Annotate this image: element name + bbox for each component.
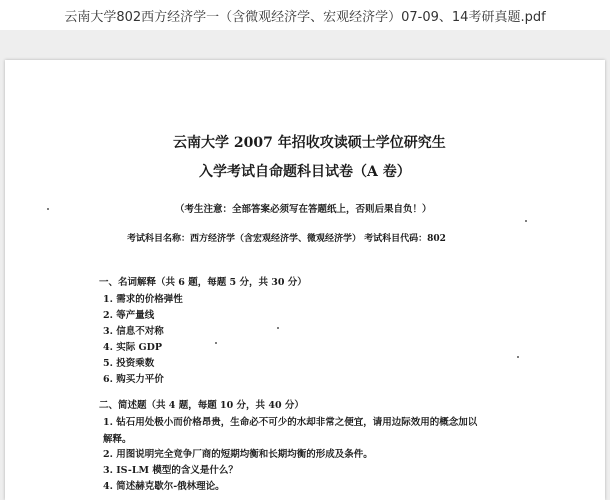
- list-item: 6. 购买力平价: [103, 374, 164, 385]
- list-item: 1. 钻石用处极小而价格昂贵，生命必不可少的水却非常之便宜，请用边际效用的概念加以: [103, 417, 478, 428]
- list-item: 3. 信息不对称: [103, 326, 164, 337]
- exam-header-line2: 入学考试自命题科目试卷（A 卷）: [199, 164, 411, 180]
- scan-speck: [277, 327, 279, 329]
- scan-speck: [47, 208, 49, 210]
- section1-heading: 一、名词解释（共 6 题，每题 5 分，共 30 分）: [99, 277, 307, 288]
- list-item: 解释。: [103, 434, 132, 445]
- scan-speck: [517, 356, 519, 358]
- pdf-page[interactable]: [5, 60, 605, 500]
- exam-notice: （考生注意：全部答案必须写在答题纸上，否则后果自负！）: [175, 204, 432, 215]
- list-item: 2. 等产量线: [103, 310, 155, 321]
- list-item: 3. IS-LM 模型的含义是什么？: [103, 465, 238, 476]
- document-title: 云南大学802西方经济学一（含微观经济学、宏观经济学）07-09、14考研真题.pdf: [64, 10, 546, 25]
- scan-speck: [215, 342, 217, 344]
- title-bar: [0, 0, 610, 30]
- list-item: 2. 用图说明完全竞争厂商的短期均衡和长期均衡的形成及条件。: [103, 449, 373, 460]
- list-item: 5. 投资乘数: [103, 358, 155, 369]
- list-item: 4. 简述赫克歇尔-俄林理论。: [103, 481, 225, 492]
- scan-speck: [525, 220, 527, 222]
- section2-heading: 二、简述题（共 4 题，每题 10 分，共 40 分）: [99, 400, 304, 411]
- exam-header-line1: 云南大学 2007 年招收攻读硕士学位研究生: [173, 135, 446, 151]
- list-item: 1. 需求的价格弹性: [103, 294, 183, 305]
- subject-info: 考试科目名称：西方经济学（含宏观经济学、微观经济学） 考试科目代码：802: [127, 234, 446, 244]
- list-item: 4. 实际 GDP: [103, 342, 163, 353]
